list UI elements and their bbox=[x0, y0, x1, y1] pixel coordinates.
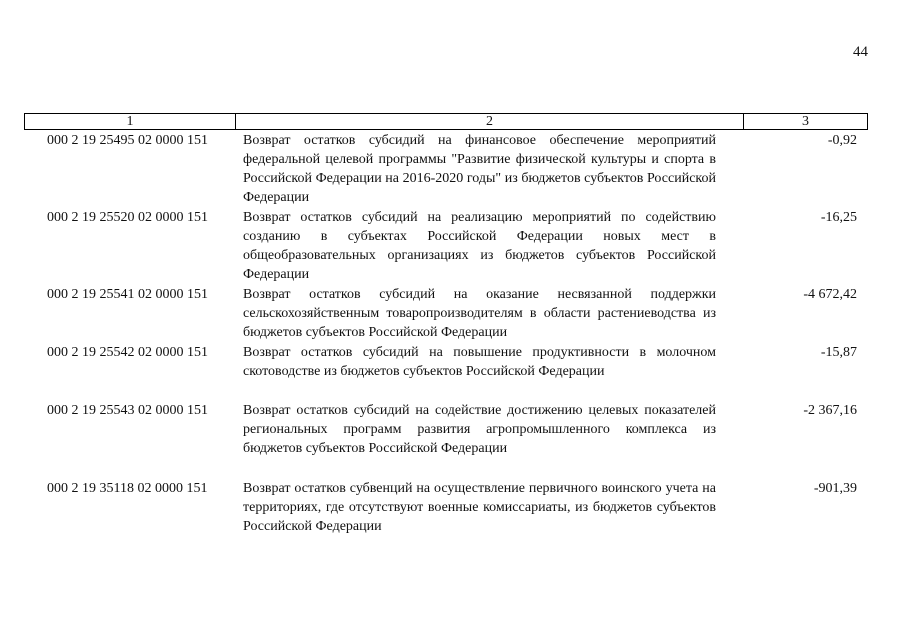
row-value: -4 672,42 bbox=[803, 287, 857, 302]
column-header-2: 2 bbox=[236, 114, 744, 129]
row-value: -15,87 bbox=[820, 345, 857, 360]
row-value: -2 367,16 bbox=[803, 403, 857, 418]
row-description: Возврат остатков субсидий на повышение продуктивности в молочном скотоводстве из бюджетов субъектов Российской Федерации bbox=[243, 345, 716, 379]
row-description: Возврат остатков субсидий на содействие достижению целевых показателей региональных программ развития агропромышленного комплекса из бюджетов субъектов Российской Федерации bbox=[243, 403, 716, 456]
row-code: 000 2 19 35118 02 0000 151 bbox=[47, 481, 208, 496]
row-code: 000 2 19 25541 02 0000 151 bbox=[47, 287, 208, 302]
row-code: 000 2 19 25495 02 0000 151 bbox=[47, 133, 208, 148]
row-code: 000 2 19 25543 02 0000 151 bbox=[47, 403, 208, 418]
row-description: Возврат остатков субсидий на оказание несвязанной поддержки сельскохозяйственным товаропроизводителям в области растениеводства из бюджетов субъектов Российской Федерации bbox=[243, 287, 716, 340]
row-code: 000 2 19 25542 02 0000 151 bbox=[47, 345, 208, 360]
row-value: -0,92 bbox=[827, 133, 857, 148]
column-header-1: 1 bbox=[25, 114, 236, 129]
page-number: 44 bbox=[853, 44, 868, 60]
row-code: 000 2 19 25520 02 0000 151 bbox=[47, 210, 208, 225]
row-description: Возврат остатков субсидий на финансовое обеспечение мероприятий федеральной целевой программы "Развитие физической культуры и спорта в Российской Федерации на 2016-2020 годы" из бюджетов субъектов Российской Федерации bbox=[243, 133, 716, 205]
table-header-row bbox=[24, 113, 868, 130]
row-description: Возврат остатков субвенций на осуществление первичного воинского учета на территориях, где отсутствуют военные комиссариаты, из бюджетов субъектов Российской Федерации bbox=[243, 481, 716, 534]
column-header-3: 3 bbox=[802, 114, 809, 129]
budget-table bbox=[24, 113, 868, 534]
row-description: Возврат остатков субсидий на реализацию мероприятий по содействию созданию в субъектах Российской Федерации новых мест в общеобразовательных организациях из бюджетов субъектов Российской Федерации bbox=[243, 210, 716, 282]
row-value: -901,39 bbox=[813, 481, 857, 496]
row-value: -16,25 bbox=[820, 210, 857, 225]
